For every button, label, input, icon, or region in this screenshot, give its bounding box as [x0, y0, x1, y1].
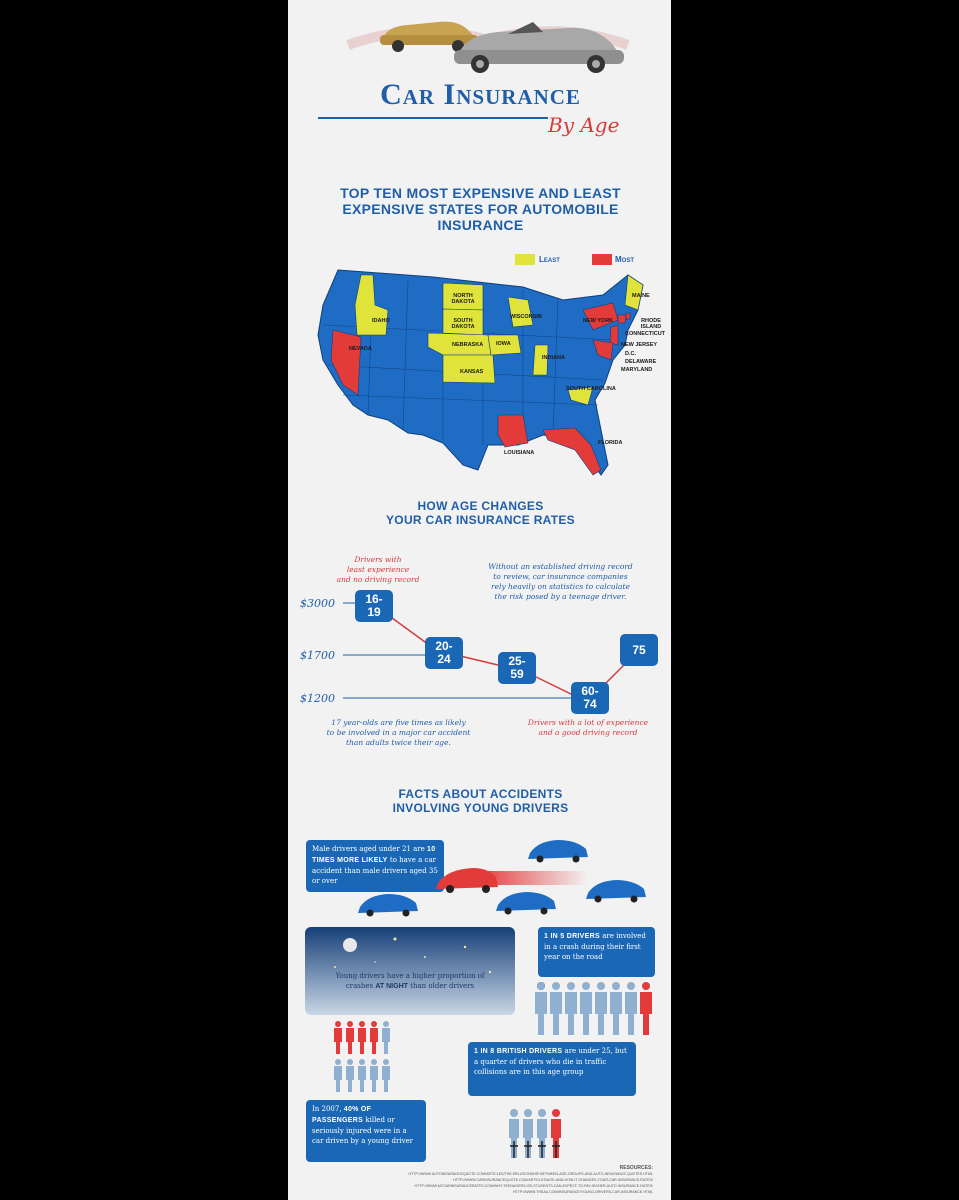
note-experienced-drivers — [518, 718, 658, 738]
price-1200: $1200 — [300, 692, 335, 705]
age-heading-line: HOW AGE CHANGES — [417, 499, 544, 513]
blue-car-icon-4 — [358, 894, 418, 917]
label-dc: D.C. — [625, 351, 636, 357]
label-delaware: DELAWARE — [625, 359, 657, 365]
label-wisconsin: WISCONSIN — [510, 314, 542, 320]
people-traffic-deaths — [508, 1108, 578, 1160]
page-subtitle: By Age — [548, 113, 620, 137]
age-heading — [308, 499, 653, 527]
resources-label: RESOURCES: — [619, 1165, 653, 1171]
note-line: Drivers with — [354, 555, 402, 564]
note-line: Drivers with a lot of experience — [527, 718, 649, 727]
fact-highlight: 1 IN 8 BRITISH DRIVERS — [474, 1048, 563, 1055]
red-sports-car-icon — [436, 868, 498, 893]
fact-highlight: 40% OF PASSENGERS — [312, 1106, 372, 1124]
note-line: and no driving record — [336, 575, 420, 584]
note-line: the risk posed by a teenage driver. — [494, 592, 627, 601]
note-line: rely heavily on statistics to calculate — [491, 582, 630, 591]
infographic-sheet — [288, 0, 671, 1200]
label-maine: MAINE — [632, 293, 650, 299]
header-cars-illustration — [328, 0, 648, 75]
age-box-75: 75 — [620, 634, 658, 666]
map-heading — [308, 185, 653, 233]
resource-link[interactable]: HTTP://WWW.THEAA.COM/INSURANCE/YOUNG-DRIVERS-CAR-INSURANCE.HTML — [512, 1190, 653, 1194]
label-new-jersey: NEW JERSEY — [621, 342, 658, 348]
note-seventeen-year-olds — [316, 718, 481, 748]
cross-icons — [510, 1141, 560, 1158]
page-title: Car Insurance — [380, 78, 581, 111]
age-box-25-59: 25- 59 — [498, 652, 536, 684]
fact-text: Young drivers have a higher proportion of crashes — [335, 972, 485, 990]
night-fact-text — [330, 971, 490, 992]
map-heading-line: INSURANCE — [437, 217, 524, 233]
fact-highlight: 1 IN 5 DRIVERS — [544, 933, 600, 940]
map-heading-line: EXPENSIVE STATES FOR AUTOMOBILE — [342, 201, 619, 217]
silver-convertible-icon — [454, 22, 624, 73]
note-line: Without an established driving record — [488, 562, 633, 571]
resources-block — [308, 1165, 653, 1195]
fact-text: are under 25, but a quarter of drivers who die in traffic collisions are in this age group — [474, 1047, 627, 1076]
note-line: than adults twice their age. — [346, 738, 451, 747]
fact-card-passengers — [306, 1100, 426, 1162]
note-line: 17 year-olds are five times as likely — [331, 718, 466, 727]
state-nevada — [331, 330, 361, 395]
fact-text: killed or seriously injured were in a car driven by a young driver — [312, 1116, 414, 1145]
age-box-60-74: 60- 74 — [571, 682, 609, 714]
fact-text: than older drivers — [410, 982, 475, 990]
label-florida: FLORIDA — [598, 440, 623, 446]
blue-car-icon-3 — [496, 892, 556, 915]
price-3000: $3000 — [300, 597, 335, 610]
blue-car-icon-1 — [528, 840, 588, 863]
label-maryland: MARYLAND — [621, 367, 653, 373]
label-nebraska: NEBRASKA — [452, 342, 484, 348]
resource-link[interactable]: HTTP://WWW.CARINSURANCEQUOTE.COM/ARTICLES/AGE-AND-HOW-IT-CHANGES-YOUR-CAR-INSURANCE-RATES/ — [453, 1178, 653, 1182]
state-connecticut — [618, 315, 626, 323]
speed-trail — [488, 871, 588, 885]
label-south-carolina: SOUTH CAROLINA — [566, 386, 616, 392]
legend-least-label: Least — [539, 255, 560, 264]
label-north-dakota: NORTH DAKOTA — [451, 293, 475, 305]
facts-heading-line: INVOLVING YOUNG DRIVERS — [392, 801, 569, 815]
legend-most-swatch — [592, 254, 612, 265]
price-1700: $1700 — [300, 649, 335, 662]
note-line: to review, car insurance companies — [493, 572, 628, 581]
state-new-jersey — [610, 325, 618, 345]
fact-highlight: 10 TIMES MORE LIKELY — [312, 846, 436, 864]
note-least-experience — [328, 555, 428, 585]
label-louisiana: LOUISIANA — [504, 450, 535, 456]
fact-card-british — [468, 1042, 636, 1096]
title-underline — [318, 117, 548, 119]
legend-most-label: Most — [615, 255, 634, 264]
note-line: and a good driving record — [538, 728, 638, 737]
fact-card-first-year — [538, 927, 655, 977]
label-new-york: NEW YORK — [583, 318, 614, 324]
facts-heading — [308, 787, 653, 815]
state-rhode-island — [626, 313, 630, 319]
label-connecticut: CONNECTICUT — [625, 331, 666, 337]
state-louisiana — [498, 415, 528, 447]
fact-text: to have a car accident than male drivers aged 35 or over — [312, 856, 438, 885]
blue-car-icon-2 — [586, 880, 646, 903]
resource-link[interactable]: HTTP://WWW.MYCARINSURANCERATES.COM/WHY-TEENAGERS-OR-STUDENTS-CAN-EXPECT-TO-PAY-HIGHER-AUTO-INSURANCE-RATES/ — [414, 1184, 653, 1188]
note-line: least experience — [346, 565, 410, 574]
resource-link[interactable]: HTTP://WWW.AUTOINSURANCEQUOTE.COM/ARTICLES/THE-RELATIONSHIP-BETWEEN-AGE-GROUPS-AND-AUTO-INSURANCE-QUOTES.HTML — [408, 1172, 653, 1176]
age-heading-line: YOUR CAR INSURANCE RATES — [386, 513, 575, 527]
label-iowa: IOWA — [496, 341, 511, 347]
map-heading-line: TOP TEN MOST EXPENSIVE AND LEAST — [340, 185, 621, 201]
facts-heading-line: FACTS ABOUT ACCIDENTS — [398, 787, 563, 801]
label-nevada: NEVADA — [349, 346, 372, 352]
label-kansas: KANSAS — [460, 369, 484, 375]
age-rate-lines — [288, 585, 671, 715]
people-passengers-group — [333, 1020, 403, 1095]
people-one-in-five — [533, 980, 658, 1038]
label-indiana: INDIANA — [542, 355, 565, 361]
fact-text: In 2007, — [312, 1105, 342, 1113]
fact-text: are involved in a crash during their first year on the road — [544, 932, 646, 961]
label-rhode-island: RHODE ISLAND — [640, 318, 662, 330]
fact-highlight: AT NIGHT — [375, 983, 408, 990]
age-box-20-24: 20- 24 — [425, 637, 463, 669]
speeding-cars-illustration — [348, 835, 668, 920]
age-box-16-19: 16- 19 — [355, 590, 393, 622]
note-line: to be involved in a major car accident — [326, 728, 471, 737]
fact-text: Male drivers aged under 21 are — [312, 845, 425, 853]
legend-least-swatch — [515, 254, 535, 265]
label-idaho: IDAHO — [372, 318, 390, 324]
fact-card-night — [305, 927, 515, 1015]
label-south-dakota: SOUTH DAKOTA — [451, 318, 475, 330]
